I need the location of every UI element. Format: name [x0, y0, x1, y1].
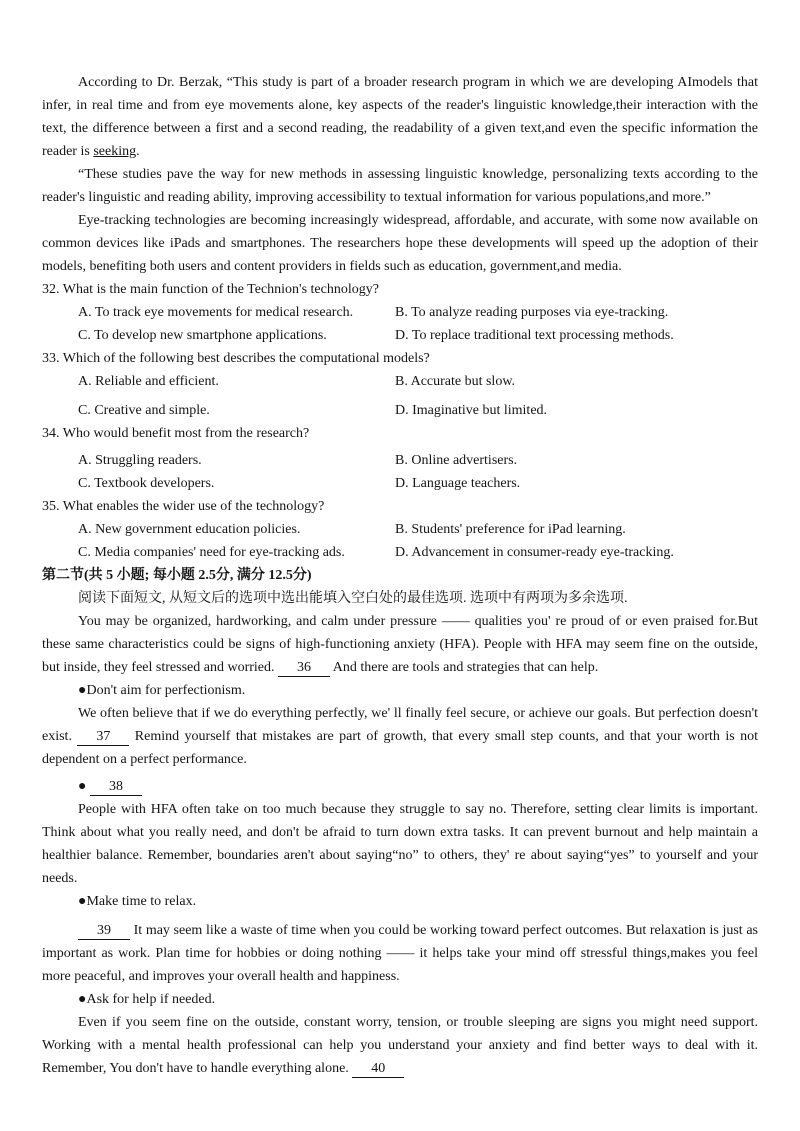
question-34 — [42, 422, 758, 495]
option-c — [78, 472, 395, 495]
option-label: B. — [395, 453, 408, 468]
option-c — [78, 399, 395, 422]
option-b — [395, 370, 758, 393]
passage2-paragraph-2: We often believe that if we do everything perfectly, we' ll finally feel secure, or achieve our goals. But perfection doesn't exist. 37 Remind yourself that mistakes are part of growth, that every small step counts, and that your worth is not dependent on a perfect performance. — [42, 706, 758, 767]
bullet-item-blank-38: ● 38 — [42, 775, 758, 798]
option-a — [78, 449, 395, 472]
option-text: Reliable and efficient. — [95, 374, 219, 389]
question-text: Which of the following best describes the computational models? — [62, 351, 430, 366]
option-label: C. — [78, 403, 91, 418]
section2-instruction: 阅读下面短文, 从短文后的选项中选出能填入空白处的最佳选项. 选项中有两项为多余选项. — [78, 591, 628, 606]
option-row — [42, 472, 758, 495]
passage1-paragraph-3: Eye-tracking technologies are becoming increasingly widespread, affordable, and accurate, with some now available on common devices like iPads and smartphones. The researchers hope these developments will speed up the adoption of their models, benefiting both users and content providers in fields such as education, government,and media. — [42, 213, 758, 274]
option-d — [395, 541, 758, 564]
passage2-paragraph-5: Even if you seem fine on the outside, constant worry, tension, or trouble sleeping are signs you might need support. Working with a mental health professional can help you understand your anxiety and find better ways to deal with it. Remember, You don't have to handle everything alone. 40 — [42, 1015, 758, 1076]
question-stem — [42, 422, 758, 445]
option-text: To analyze reading purposes via eye-tracking. — [411, 305, 669, 320]
option-b — [395, 518, 758, 541]
bullet-item-relax: ●Make time to relax. — [78, 894, 197, 909]
option-row — [42, 399, 758, 422]
option-text: To track eye movements for medical research. — [94, 305, 354, 320]
option-text: Advancement in consumer-ready eye-tracking. — [411, 545, 674, 560]
option-label: B. — [395, 522, 408, 537]
passage1-paragraph-2: “These studies pave the way for new methods in assessing linguistic knowledge, personalizing texts according to the reader's linguistic and reading ability, improving accessibility to textual information for various populations,and more.” — [42, 167, 758, 205]
option-text: Online advertisers. — [411, 453, 518, 468]
option-text: To replace traditional text processing methods. — [411, 328, 674, 343]
option-label: D. — [395, 545, 409, 560]
option-text: New government education policies. — [95, 522, 301, 537]
option-label: D. — [395, 328, 409, 343]
question-text: What is the main function of the Technion's technology? — [62, 282, 379, 297]
question-number: 34. — [42, 426, 60, 441]
option-text: Language teachers. — [412, 476, 521, 491]
passage2-paragraph-1: You may be organized, hardworking, and calm under pressure —— qualities you' re proud of or even praised for.But these same characteristics could be signs of high-functioning anxiety (HFA). People with HFA may seem fine on the outside, but inside, they feel stressed and worried. 36 And there are tools and strategies that can help. — [42, 614, 758, 675]
question-stem — [42, 495, 758, 518]
option-label: D. — [395, 403, 409, 418]
question-text: What enables the wider use of the technology? — [62, 499, 325, 514]
option-d — [395, 324, 758, 347]
answer-blank-39: 39 — [78, 923, 130, 940]
option-label: A. — [78, 522, 92, 537]
option-a — [78, 518, 395, 541]
option-a — [78, 301, 395, 324]
passage1-paragraph-1: According to Dr. Berzak, “This study is part of a broader research program in which we are developing AImodels that infer, in real time and from eye movements alone, key aspects of the reader's linguistic knowledge,their interaction with the text, the difference between a first and a second reading, the readability of a given text,and even the specific information the reader is seeking. — [42, 75, 758, 159]
question-stem — [42, 278, 758, 301]
option-a — [78, 370, 395, 393]
question-stem — [42, 347, 758, 370]
option-label: A. — [78, 374, 92, 389]
option-text: Struggling readers. — [95, 453, 202, 468]
option-text: Creative and simple. — [94, 403, 210, 418]
option-text: Media companies' need for eye-tracking ads. — [94, 545, 345, 560]
option-text: To develop new smartphone applications. — [94, 328, 327, 343]
question-33 — [42, 347, 758, 422]
option-row — [42, 324, 758, 347]
answer-blank-36: 36 — [278, 660, 330, 677]
option-text: Textbook developers. — [94, 476, 215, 491]
option-row — [42, 370, 758, 393]
answer-blank-37: 37 — [77, 729, 129, 746]
underlined-word: seeking — [93, 144, 137, 159]
option-label: C. — [78, 476, 91, 491]
passage2-paragraph-4: 39 It may seem like a waste of time when you could be working toward perfect outcomes. But relaxation is just as important as work. Plan time for hobbies or doing nothing —— it helps take your mind off stressful things,makes you feel more peaceful, and improves your overall health and happiness. — [42, 923, 758, 984]
answer-blank-40: 40 — [352, 1061, 404, 1078]
option-c — [78, 541, 395, 564]
answer-blank-38: 38 — [90, 779, 142, 796]
section2-heading: 第二节(共 5 小题; 每小题 2.5分, 满分 12.5分) — [42, 568, 312, 583]
option-label: D. — [395, 476, 409, 491]
option-c — [78, 324, 395, 347]
option-text: Accurate but slow. — [410, 374, 516, 389]
question-number: 33. — [42, 351, 60, 366]
passage2-paragraph-3: People with HFA often take on too much because they struggle to say no. Therefore, setting clear limits is important. Think about what you really need, and don't be afraid to turn down extra tasks. It can prevent burnout and help maintain a healthier balance. Remember, boundaries aren't about saying“no” to others, they' re about saying“yes” to yourself and your needs. — [42, 802, 758, 886]
option-label: B. — [395, 305, 408, 320]
option-row — [42, 541, 758, 564]
option-label: C. — [78, 545, 91, 560]
option-label: A. — [78, 305, 92, 320]
option-text: Imaginative but limited. — [412, 403, 548, 418]
option-label: C. — [78, 328, 91, 343]
option-label: A. — [78, 453, 92, 468]
option-b — [395, 301, 758, 324]
option-d — [395, 399, 758, 422]
option-row — [42, 449, 758, 472]
bullet-item-ask-help: ●Ask for help if needed. — [78, 992, 216, 1007]
option-text: Students' preference for iPad learning. — [411, 522, 626, 537]
option-row — [42, 518, 758, 541]
question-35 — [42, 495, 758, 564]
option-d — [395, 472, 758, 495]
question-number: 32. — [42, 282, 60, 297]
question-32 — [42, 278, 758, 347]
option-b — [395, 449, 758, 472]
bullet-item-perfectionism: ●Don't aim for perfectionism. — [78, 683, 246, 698]
question-number: 35. — [42, 499, 60, 514]
option-row — [42, 301, 758, 324]
question-text: Who would benefit most from the research? — [62, 426, 310, 441]
option-label: B. — [395, 374, 408, 389]
